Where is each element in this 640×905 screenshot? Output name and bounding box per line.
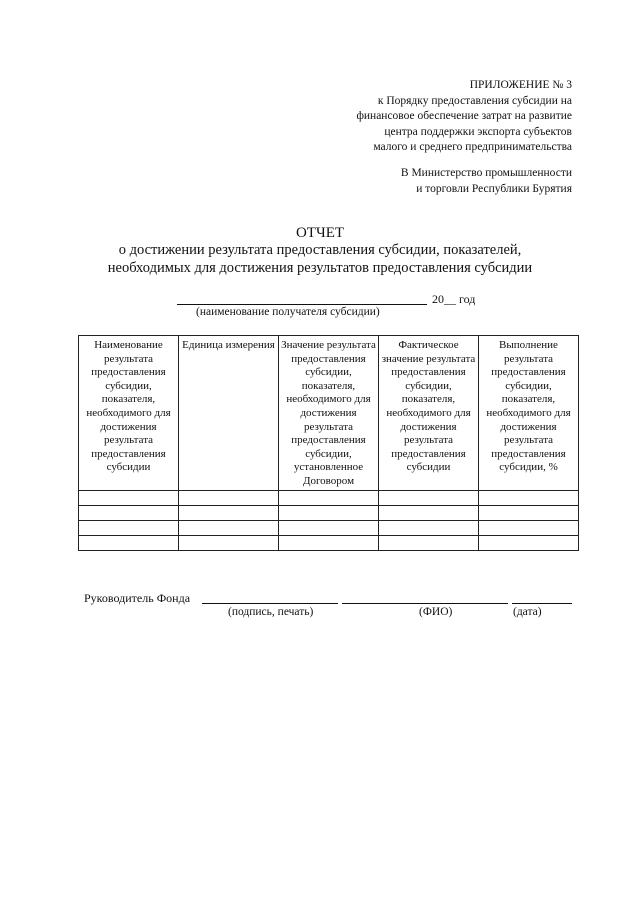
table-cell[interactable] xyxy=(379,505,479,520)
table-cell[interactable] xyxy=(279,535,379,550)
table-row xyxy=(79,520,579,535)
table-cell[interactable] xyxy=(79,505,179,520)
table-cell[interactable] xyxy=(79,490,179,505)
table-cell[interactable] xyxy=(479,520,579,535)
table-cell[interactable] xyxy=(179,490,279,505)
name-line[interactable] xyxy=(342,603,508,604)
header-completion: Выполнение результата предоставления субсидии, показателя, необходимого для достижения результата предоставления субсидии, % xyxy=(479,336,579,491)
table-cell[interactable] xyxy=(379,490,479,505)
table-cell[interactable] xyxy=(179,505,279,520)
report-year: 20__ год xyxy=(432,292,476,306)
header-actual-value: Фактическое значение результата предоставления субсидии, показателя, необходимого для достижения результата предоставления субсидии xyxy=(379,336,479,491)
appendix-line: центра поддержки экспорта субъектов xyxy=(384,125,572,138)
table-cell[interactable] xyxy=(279,505,379,520)
signature-line[interactable] xyxy=(202,603,338,604)
appendix-line: малого и среднего предпринимательства xyxy=(373,141,572,153)
table-cell[interactable] xyxy=(379,535,479,550)
table-row xyxy=(79,490,579,505)
appendix-title: ПРИЛОЖЕНИЕ № 3 xyxy=(469,79,572,91)
table-cell[interactable] xyxy=(479,505,579,520)
date-caption: (дата) xyxy=(513,606,542,618)
subtitle-line: необходимых для достижения результатов предоставления субсидии xyxy=(107,260,533,276)
table-cell[interactable] xyxy=(279,490,379,505)
appendix-line: к Порядку предоставления субсидии на xyxy=(377,94,572,107)
document-title: ОТЧЕТ xyxy=(295,225,345,241)
table-row xyxy=(79,535,579,550)
table-cell[interactable] xyxy=(179,520,279,535)
signature-caption: (подпись, печать) xyxy=(228,606,314,618)
appendix-line: финансовое обеспечение затрат на развитие xyxy=(356,110,572,122)
table-cell[interactable] xyxy=(379,520,479,535)
addressee-line: и торговли Республики Бурятия xyxy=(416,182,572,195)
date-line[interactable] xyxy=(512,603,572,604)
recipient-name-line[interactable] xyxy=(177,304,427,305)
recipient-caption: (наименование получателя субсидии) xyxy=(196,306,380,318)
report-table xyxy=(78,335,579,551)
table-cell[interactable] xyxy=(279,520,379,535)
addressee-block xyxy=(401,166,572,197)
header-result-name: Наименование результата предоставления субсидии, показателя, необходимого для достижения результата предоставления субсидии xyxy=(79,336,179,491)
appendix-block xyxy=(356,78,572,156)
addressee-line: В Министерство промышленности xyxy=(400,167,572,179)
header-unit: Единица измерения xyxy=(179,336,279,491)
table-cell[interactable] xyxy=(479,490,579,505)
name-caption: (ФИО) xyxy=(419,606,453,618)
header-planned-value: Значение результата предоставления субсидии, показателя, необходимого для достижения результата предоставления субсидии, установленное Договором xyxy=(279,336,379,491)
subtitle-line: о достижении результата предоставления субсидии, показателей, xyxy=(118,242,522,258)
signature-label: Руководитель Фонда xyxy=(84,591,191,605)
table-cell[interactable] xyxy=(79,535,179,550)
table-header-row xyxy=(79,336,579,491)
table-row xyxy=(79,505,579,520)
table-cell[interactable] xyxy=(79,520,179,535)
table-cell[interactable] xyxy=(179,535,279,550)
document-subtitle xyxy=(0,241,640,277)
table-cell[interactable] xyxy=(479,535,579,550)
